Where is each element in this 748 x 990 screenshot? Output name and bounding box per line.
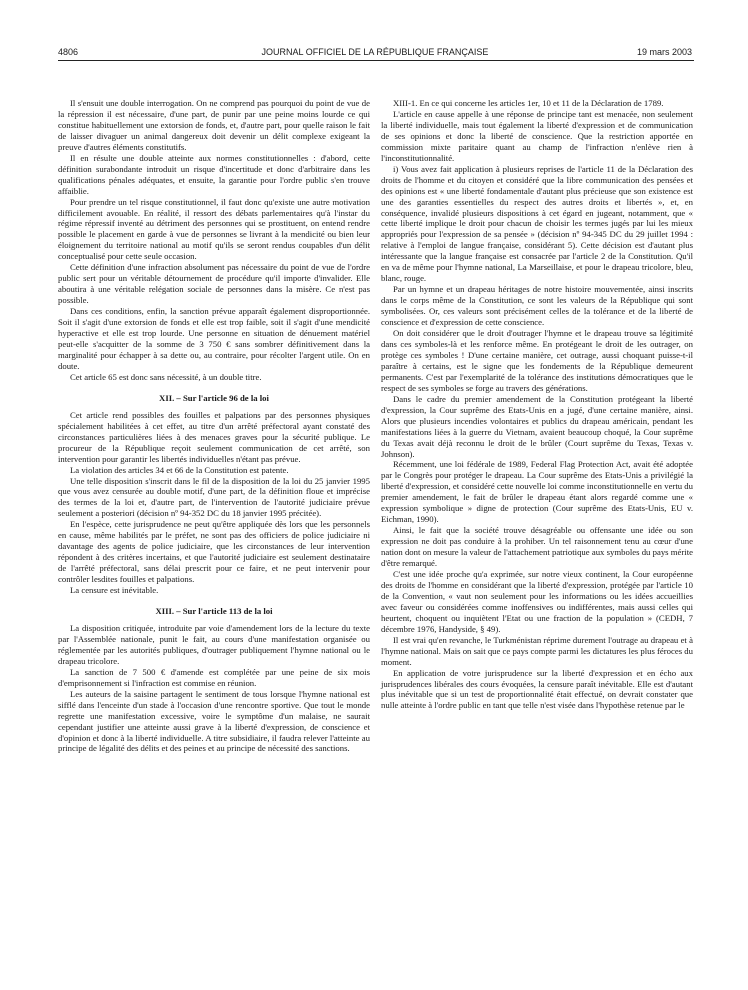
paragraph: Dans le cadre du premier amendement de la Constitution protégeant la liberté d'expression, la Cour suprême des Etats-Unis en a jugé, d'une certaine manière, ainsi. Alors que plusieurs incendies volontaires et publics du drapeau américain, pendant les manifestations liées à la guerre du Vietnam, avaient beaucoup choqué, la Cour suprême du Texas avait déjà reconnu le droit de le brûler (Court suprême du Texas, Texas v. Johnson).: [381, 393, 693, 459]
journal-title: JOURNAL OFFICIEL DE LA RÉPUBLIQUE FRANÇAISE: [261, 47, 489, 57]
paragraph: Cet article 65 est donc sans nécessité, à un double titre.: [70, 371, 262, 382]
header-rule: [58, 60, 694, 61]
page-number: 4806: [58, 47, 79, 57]
publication-date: 19 mars 2003: [636, 47, 692, 57]
paragraph: i) Vous avez fait application à plusieurs reprises de l'article 11 de la Déclaration des droits de l'homme et du citoyen et considéré que la libre communication des pensées et des opinions est « une liberté fondamentale d'autant plus précieuse que son existence est une des garanties essentielles du respect des autres droits et libertés », et, en conséquence, invalidé plusieurs dispositions à cet égard en jugeant, notamment, que « cette liberté implique le droit pour chacun de choisir les termes jugés par lui les mieux appropriés pour l'expression de sa pensée » (décision nº 94-345 DC du 29 juillet 1994 : relative à l'emploi de langue française, considérant 5). Cette décision est d'autant plus intéressante que la langue française est consacrée par l'article 2 de la Constitution. Qu'il en va de même pour l'hymne national, La Marseillaise, et pour le drapeau tricolore, bleu, blanc, rouge.: [381, 163, 693, 284]
paragraph: L'article en cause appelle à une réponse de principe tant est menacée, non seulement la liberté individuelle, mais tout également la liberté d'expression et de communication de ses opinions et donc la liberté de conscience. Que la restriction apportée en commission mixte paritaire quant au champ de l'infraction n'enlève rien à l'inconstitutionnalité.: [381, 108, 693, 163]
paragraph: Ainsi, le fait que la société trouve désagréable ou offensante une idée ou son expression ne doit pas conduire à la prohiber. Un tel raisonnement tenu au cœur d'une nation dont on mesure la valeur de l'attachement patriotique aux symboles du pays mérite d'être remarqué.: [381, 525, 693, 569]
paragraph: Une telle disposition s'inscrit dans le fil de la disposition de la loi du 25 janvier 1995 que vous avez censurée au double motif, d'une part, de la définition floue et imprécise des termes de la loi et, d'autre part, de l'intervention de l'autorité judiciaire prévue seulement a posteriori (décision nº 94-352 DC du 18 janvier 1995 précitée).: [58, 475, 370, 519]
right-column: [381, 98, 693, 711]
paragraph: La sanction de 7 500 € d'amende est complétée par une peine de six mois d'emprisonnement si l'infraction est commise en réunion.: [58, 666, 370, 688]
left-column: [58, 98, 370, 754]
section-heading: XIII. – Sur l'article 113 de la loi: [155, 605, 273, 616]
paragraph: Cette définition d'une infraction absolument pas nécessaire du point de vue de l'ordre public sert pour un véritable détournement de procédure qu'il importe d'invalider. Elle aboutira à une véritable relégation sociale de personnes dans la misère. Ce n'est pas possible.: [58, 262, 370, 306]
paragraph: En l'espèce, cette jurisprudence ne peut qu'être appliquée dès lors que les personnels en cause, même habilités par le préfet, ne sont pas des officiers de police judiciaire ni davantage des agents de police judiciaire, que les circonstances de leur intervention répondent à des critères incertains, et que l'autorité judiciaire est seulement destinataire de l'arrêté préfectoral, sans délai prescrit pour ce faire, et ne peut intervenir pour contrôler lesdites fouilles et palpations.: [58, 519, 370, 585]
paragraph: Il est vrai qu'en revanche, le Turkménistan réprime durement l'outrage au drapeau et à l'hymne national. Mais on sait que ce pays compte parmi les dictatures les plus féroces du moment.: [381, 634, 693, 667]
section-heading: XII. – Sur l'article 96 de la loi: [159, 392, 269, 403]
paragraph: Il en résulte une double atteinte aux normes constitutionnelles : d'abord, cette définition surabondante introduit un risque d'incertitude et donc d'arbitraire dans les qualifications pénales adéquates, et ensuite, la garantie pour l'ordre public s'en trouve affaiblie.: [58, 152, 370, 196]
paragraph: La censure est inévitable.: [70, 585, 159, 596]
page-header: [58, 45, 692, 61]
paragraph: Récemment, une loi fédérale de 1989, Federal Flag Protection Act, avait été adoptée par le Congrès pour protéger le drapeau. La Cour suprême des Etats-Unis a privilégié la liberté d'expression, et considéré cette nouvelle loi comme inconstitutionnelle en vertu du premier amendement, le fait de brûler le drapeau étant alors regardé comme une « expression symbolique » digne de protection (Cour suprême des Etats-Unis, EU v. Eichman, 1990).: [381, 459, 693, 525]
paragraph: Par un hymne et un drapeau héritages de notre histoire mouvementée, ainsi inscrits dans le corps même de la Constitution, ce sont les valeurs de la République qui sont symbolisées. Or, ces valeurs sont précisément celles de la tolérance et de la liberté de conscience et d'expression de cette conscience.: [381, 284, 693, 328]
paragraph: En application de votre jurisprudence sur la liberté d'expression et en écho aux jurisprudences libérales des cours évoquées, la censure paraît inévitable. Elle est d'autant plus inévitable que si un test de proportionnalité était effectué, on devrait constater que nulle atteinte à l'ordre public en tant que telle n'est visée dans l'hypothèse retenue par le: [381, 667, 693, 711]
paragraph: Cet article rend possibles des fouilles et palpations par des personnes physiques spécialement habilitées à cet effet, au titre d'un arrêté préfectoral ayant constaté des circonstances particulières liées à des menaces graves pour la sécurité publique. Le procureur de la République reçoit seulement communication de cet arrêté, son intervention pour garantir les libertés individuelles n'étant pas prévue.: [58, 409, 370, 464]
paragraph: La disposition critiquée, introduite par voie d'amendement lors de la lecture du texte par l'Assemblée nationale, punit le fait, au cours d'une manifestation organisée ou réglementée par les autorités publiques, d'outrager publiquement l'hymne national ou le drapeau tricolore.: [58, 622, 370, 666]
paragraph: Il s'ensuit une double interrogation. On ne comprend pas pourquoi du point de vue de la répression il est nécessaire, d'une part, de punir par une peine moins lourde ce qui constitue habituellement une extorsion de fonds, et, d'autre part, pour quelle raison le fait de laisser divaguer un animal dangereux doit devenir un délit complexe exigeant la preuve d'autres éléments constitutifs.: [58, 98, 370, 152]
paragraph: Les auteurs de la saisine partagent le sentiment de tous lorsque l'hymne national est sifflé dans l'enceinte d'un stade à l'occasion d'une rencontre sportive. Que tout le monde regrette une manifestation excessive, voire le symptôme d'un malaise, ne saurait cependant justifier une atteinte aussi grave à la liberté d'expression, de conscience et d'opinion et donc à la liberté individuelle. A titre subsidiaire, il faudra relever l'atteinte au principe de légalité des délits et des peines et au principe de nécessité des sanctions.: [58, 688, 370, 754]
paragraph: Pour prendre un tel risque constitutionnel, il faut donc qu'existe une autre motivation difficilement avouable. En réalité, il ressort des débats parlementaires qu'à l'instar du régime répressif inventé au détriment des personnes qui se prostituent, on entend rendre possible le placement en garde à vue de personnes se livrant à la mendicité ou bien leur éloignement du territoire national au motif qu'ils se seront rendus coupables d'un délit conceptualisé pour cette seule occasion.: [58, 196, 370, 262]
paragraph: Dans ces conditions, enfin, la sanction prévue apparaît également disproportionnée. Soit il s'agit d'une extorsion de fonds et elle est trop faible, soit il s'agit d'une mendicité hyperactive et elle est trop lourde. Une personne en situation de dénuement matériel peut-elle s'acquitter de la somme de 3 750 € sans sombrer définitivement dans la marginalité pour échapper à sa dette ou, au contraire, pour récolter l'argent utile. On en doute.: [58, 306, 370, 371]
paragraph: On doit considérer que le droit d'outrager l'hymne et le drapeau trouve sa légitimité dans ces symboles-là et les renforce même. En protégeant le droit de les outrager, on protège ces symboles ! D'une certaine manière, cet outrage, aussi choquant puisse-t-il paraître à certains, est le signe que les fondements de la République demeurent permanents. C'est par l'exemplarité de la tolérance des institutions démocratiques que le respect de ses symboles se forge au travers des générations.: [381, 328, 693, 393]
paragraph: La violation des articles 34 et 66 de la Constitution est patente.: [70, 464, 289, 475]
paragraph: C'est une idée proche qu'a exprimée, sur notre vieux continent, la Cour européenne des droits de l'homme en considérant que la liberté d'expression, protégée par l'article 10 de la Convention, « vaut non seulement pour les informations ou les idées accueillies avec faveur ou considérées comme inoffensives ou indifférentes, mais aussi celles qui heurtent, choquent ou inquiètent l'Etat ou une fraction de la population » (CEDH, 7 décembre 1976, Handyside, § 49).: [381, 568, 693, 634]
paragraph: XIII-1. En ce qui concerne les articles 1er, 10 et 11 de la Déclaration de 1789.: [393, 98, 664, 108]
